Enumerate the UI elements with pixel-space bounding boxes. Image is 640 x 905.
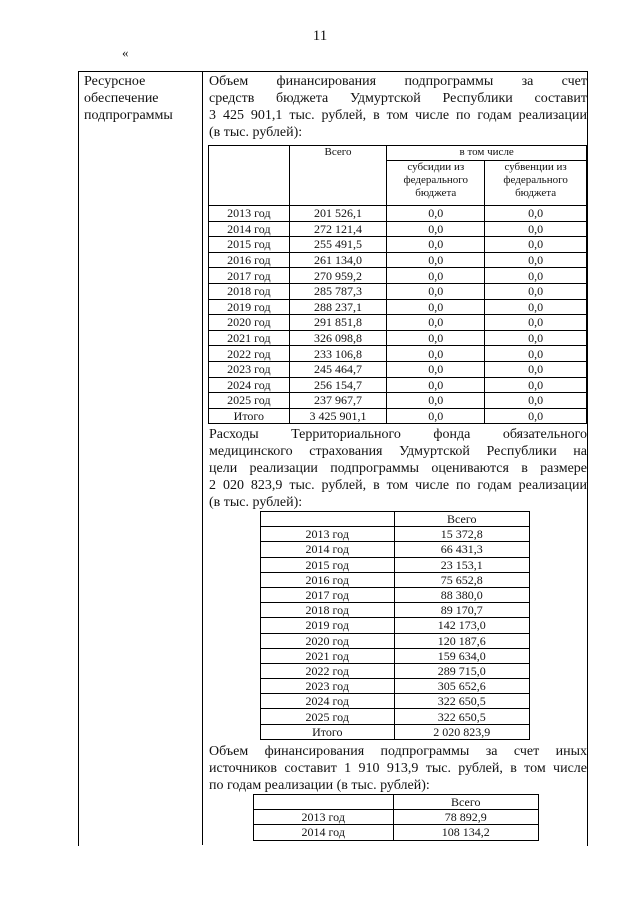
total-header: Всего [289, 146, 387, 206]
subventions-cell: 0,0 [485, 393, 587, 409]
year-header-cell [261, 512, 395, 527]
including-header: в том числе [387, 146, 587, 161]
subventions-cell: 0,0 [485, 252, 587, 268]
year-cell: 2013 год [254, 810, 394, 825]
paragraph-line: Объем финансирования подпрограммы за счет иных [209, 744, 587, 759]
year-cell: 2017 год [261, 587, 395, 602]
total-cell: 78 892,9 [393, 810, 539, 825]
total-cell: 256 154,7 [289, 377, 387, 393]
total-header: Всего [393, 795, 539, 810]
total-cell: 88 380,0 [394, 587, 530, 602]
subsidies-cell: 0,0 [387, 393, 485, 409]
year-cell: 2021 год [209, 330, 290, 346]
year-cell: 2018 год [261, 603, 395, 618]
total-cell: 285 787,3 [289, 283, 387, 299]
table-row [209, 315, 587, 331]
opening-quote-mark: « [122, 45, 129, 60]
total-cell: 272 121,4 [289, 221, 387, 237]
year-cell: Итого [209, 408, 290, 424]
total-cell: 255 491,5 [289, 237, 387, 253]
row-label-line: подпрограммы [84, 108, 173, 123]
year-cell: 2019 год [261, 618, 395, 633]
subsidies-cell: 0,0 [387, 268, 485, 284]
paragraph-line: по годам реализации (в тыс. рублей): [209, 778, 430, 793]
table-row [209, 408, 587, 424]
table-row [261, 679, 530, 694]
page-number: 11 [312, 28, 328, 44]
subsidies-cell: 0,0 [387, 221, 485, 237]
subsidies-cell: 0,0 [387, 237, 485, 253]
subventions-cell: 0,0 [485, 206, 587, 222]
table-row [209, 268, 587, 284]
column-divider [202, 71, 203, 845]
paragraph-line: средств бюджета Удмуртской Республики составит [209, 91, 587, 106]
year-cell: 2017 год [209, 268, 290, 284]
table-row [261, 557, 530, 572]
subventions-cell: 0,0 [485, 221, 587, 237]
year-cell: 2014 год [261, 542, 395, 557]
year-cell: 2024 год [209, 377, 290, 393]
subsidies-cell: 0,0 [387, 346, 485, 362]
year-cell: 2023 год [209, 361, 290, 377]
table-row [261, 527, 530, 542]
table-row [209, 346, 587, 362]
year-cell: 2022 год [209, 346, 290, 362]
other-sources-paragraph [209, 743, 587, 794]
total-header: Всего [394, 512, 530, 527]
total-cell: 261 134,0 [289, 252, 387, 268]
subventions-cell: 0,0 [485, 377, 587, 393]
total-cell: 15 372,8 [394, 527, 530, 542]
total-cell: 322 650,5 [394, 709, 530, 724]
table-row [209, 237, 587, 253]
year-header-cell [254, 795, 394, 810]
table-row [209, 221, 587, 237]
table-row [209, 393, 587, 409]
table-row [209, 252, 587, 268]
paragraph-line: 3 425 901,1 тыс. рублей, в том числе по годам реализации [209, 108, 587, 123]
tfoms-expenses-paragraph [209, 426, 587, 511]
year-cell: 2015 год [261, 557, 395, 572]
subsidies-cell: 0,0 [387, 330, 485, 346]
other-sources-by-year-table [253, 794, 539, 841]
year-cell: 2020 год [209, 315, 290, 331]
table-row [254, 825, 539, 840]
year-cell: 2013 год [261, 527, 395, 542]
total-cell: 75 652,8 [394, 572, 530, 587]
total-cell: 305 652,6 [394, 679, 530, 694]
subsidies-cell: 0,0 [387, 408, 485, 424]
total-cell: 289 715,0 [394, 663, 530, 678]
table-row [261, 709, 530, 724]
table-row [209, 330, 587, 346]
total-cell: 120 187,6 [394, 633, 530, 648]
subventions-cell: 0,0 [485, 330, 587, 346]
subventions-cell: 0,0 [485, 283, 587, 299]
tfoms-by-year-table [260, 511, 530, 740]
year-cell: 2019 год [209, 299, 290, 315]
total-cell: 322 650,5 [394, 694, 530, 709]
table-row [261, 542, 530, 557]
year-cell: 2021 год [261, 648, 395, 663]
subventions-cell: 0,0 [485, 346, 587, 362]
paragraph-line: 2 020 823,9 тыс. рублей, в том числе по годам реализации [209, 478, 587, 493]
total-cell: 159 634,0 [394, 648, 530, 663]
subsidies-cell: 0,0 [387, 315, 485, 331]
year-cell: 2013 год [209, 206, 290, 222]
table-row [254, 810, 539, 825]
total-cell: 237 967,7 [289, 393, 387, 409]
table-row [261, 572, 530, 587]
total-cell: 245 464,7 [289, 361, 387, 377]
year-cell: 2016 год [209, 252, 290, 268]
year-cell: 2020 год [261, 633, 395, 648]
year-cell: Итого [261, 724, 395, 739]
subventions-cell: 0,0 [485, 268, 587, 284]
paragraph-line: источников составит 1 910 913,9 тыс. рублей, в том числе [209, 761, 587, 776]
year-cell: 2018 год [209, 283, 290, 299]
paragraph-line: (в тыс. рублей): [209, 125, 303, 140]
subsidies-cell: 0,0 [387, 377, 485, 393]
budget-financing-paragraph [209, 73, 587, 141]
year-cell: 2015 год [209, 237, 290, 253]
subsidies-cell: 0,0 [387, 299, 485, 315]
total-cell: 233 106,8 [289, 346, 387, 362]
federal-subventions-header: субвенции из федерального бюджета [485, 161, 587, 206]
subsidies-cell: 0,0 [387, 283, 485, 299]
total-cell: 201 526,1 [289, 206, 387, 222]
paragraph-line: Расходы Территориального фонда обязательного [209, 427, 587, 442]
table-row [209, 206, 587, 222]
year-cell: 2016 год [261, 572, 395, 587]
subventions-cell: 0,0 [485, 408, 587, 424]
budget-by-year-table [208, 145, 587, 424]
total-cell: 270 959,2 [289, 268, 387, 284]
total-cell: 89 170,7 [394, 603, 530, 618]
subsidies-cell: 0,0 [387, 252, 485, 268]
total-cell: 23 153,1 [394, 557, 530, 572]
year-header-cell [209, 146, 290, 206]
paragraph-line: (в тыс. рублей): [209, 495, 303, 510]
table-row [261, 694, 530, 709]
total-cell: 326 098,8 [289, 330, 387, 346]
year-cell: 2023 год [261, 679, 395, 694]
total-cell: 291 851,8 [289, 315, 387, 331]
table-row [209, 299, 587, 315]
table-row [261, 633, 530, 648]
total-cell: 2 020 823,9 [394, 724, 530, 739]
subventions-cell: 0,0 [485, 237, 587, 253]
paragraph-line: Объем финансирования подпрограммы за счет [209, 74, 587, 89]
row-label-cell [84, 73, 202, 124]
paragraph-line: медицинского страхования Удмуртской Республики на [209, 444, 587, 459]
table-row [209, 283, 587, 299]
subsidies-cell: 0,0 [387, 361, 485, 377]
total-cell: 142 173,0 [394, 618, 530, 633]
subsidies-cell: 0,0 [387, 206, 485, 222]
total-cell: 108 134,2 [393, 825, 539, 840]
table-row [209, 377, 587, 393]
table-row [261, 618, 530, 633]
subventions-cell: 0,0 [485, 315, 587, 331]
table-row [261, 587, 530, 602]
table-row [209, 361, 587, 377]
total-cell: 66 431,3 [394, 542, 530, 557]
table-row [261, 648, 530, 663]
year-cell: 2014 год [209, 221, 290, 237]
table-row [261, 603, 530, 618]
subventions-cell: 0,0 [485, 361, 587, 377]
federal-subsidies-header: субсидии из федерального бюджета [387, 161, 485, 206]
year-cell: 2022 год [261, 663, 395, 678]
year-cell: 2014 год [254, 825, 394, 840]
total-cell: 288 237,1 [289, 299, 387, 315]
table-row [261, 663, 530, 678]
row-label-line: обеспечение [84, 91, 159, 106]
paragraph-line: цели реализации подпрограммы оцениваются в размере [209, 461, 587, 476]
year-cell: 2025 год [261, 709, 395, 724]
year-cell: 2025 год [209, 393, 290, 409]
table-row [261, 724, 530, 739]
row-label-line: Ресурсное [84, 74, 146, 89]
subventions-cell: 0,0 [485, 299, 587, 315]
year-cell: 2024 год [261, 694, 395, 709]
total-cell: 3 425 901,1 [289, 408, 387, 424]
